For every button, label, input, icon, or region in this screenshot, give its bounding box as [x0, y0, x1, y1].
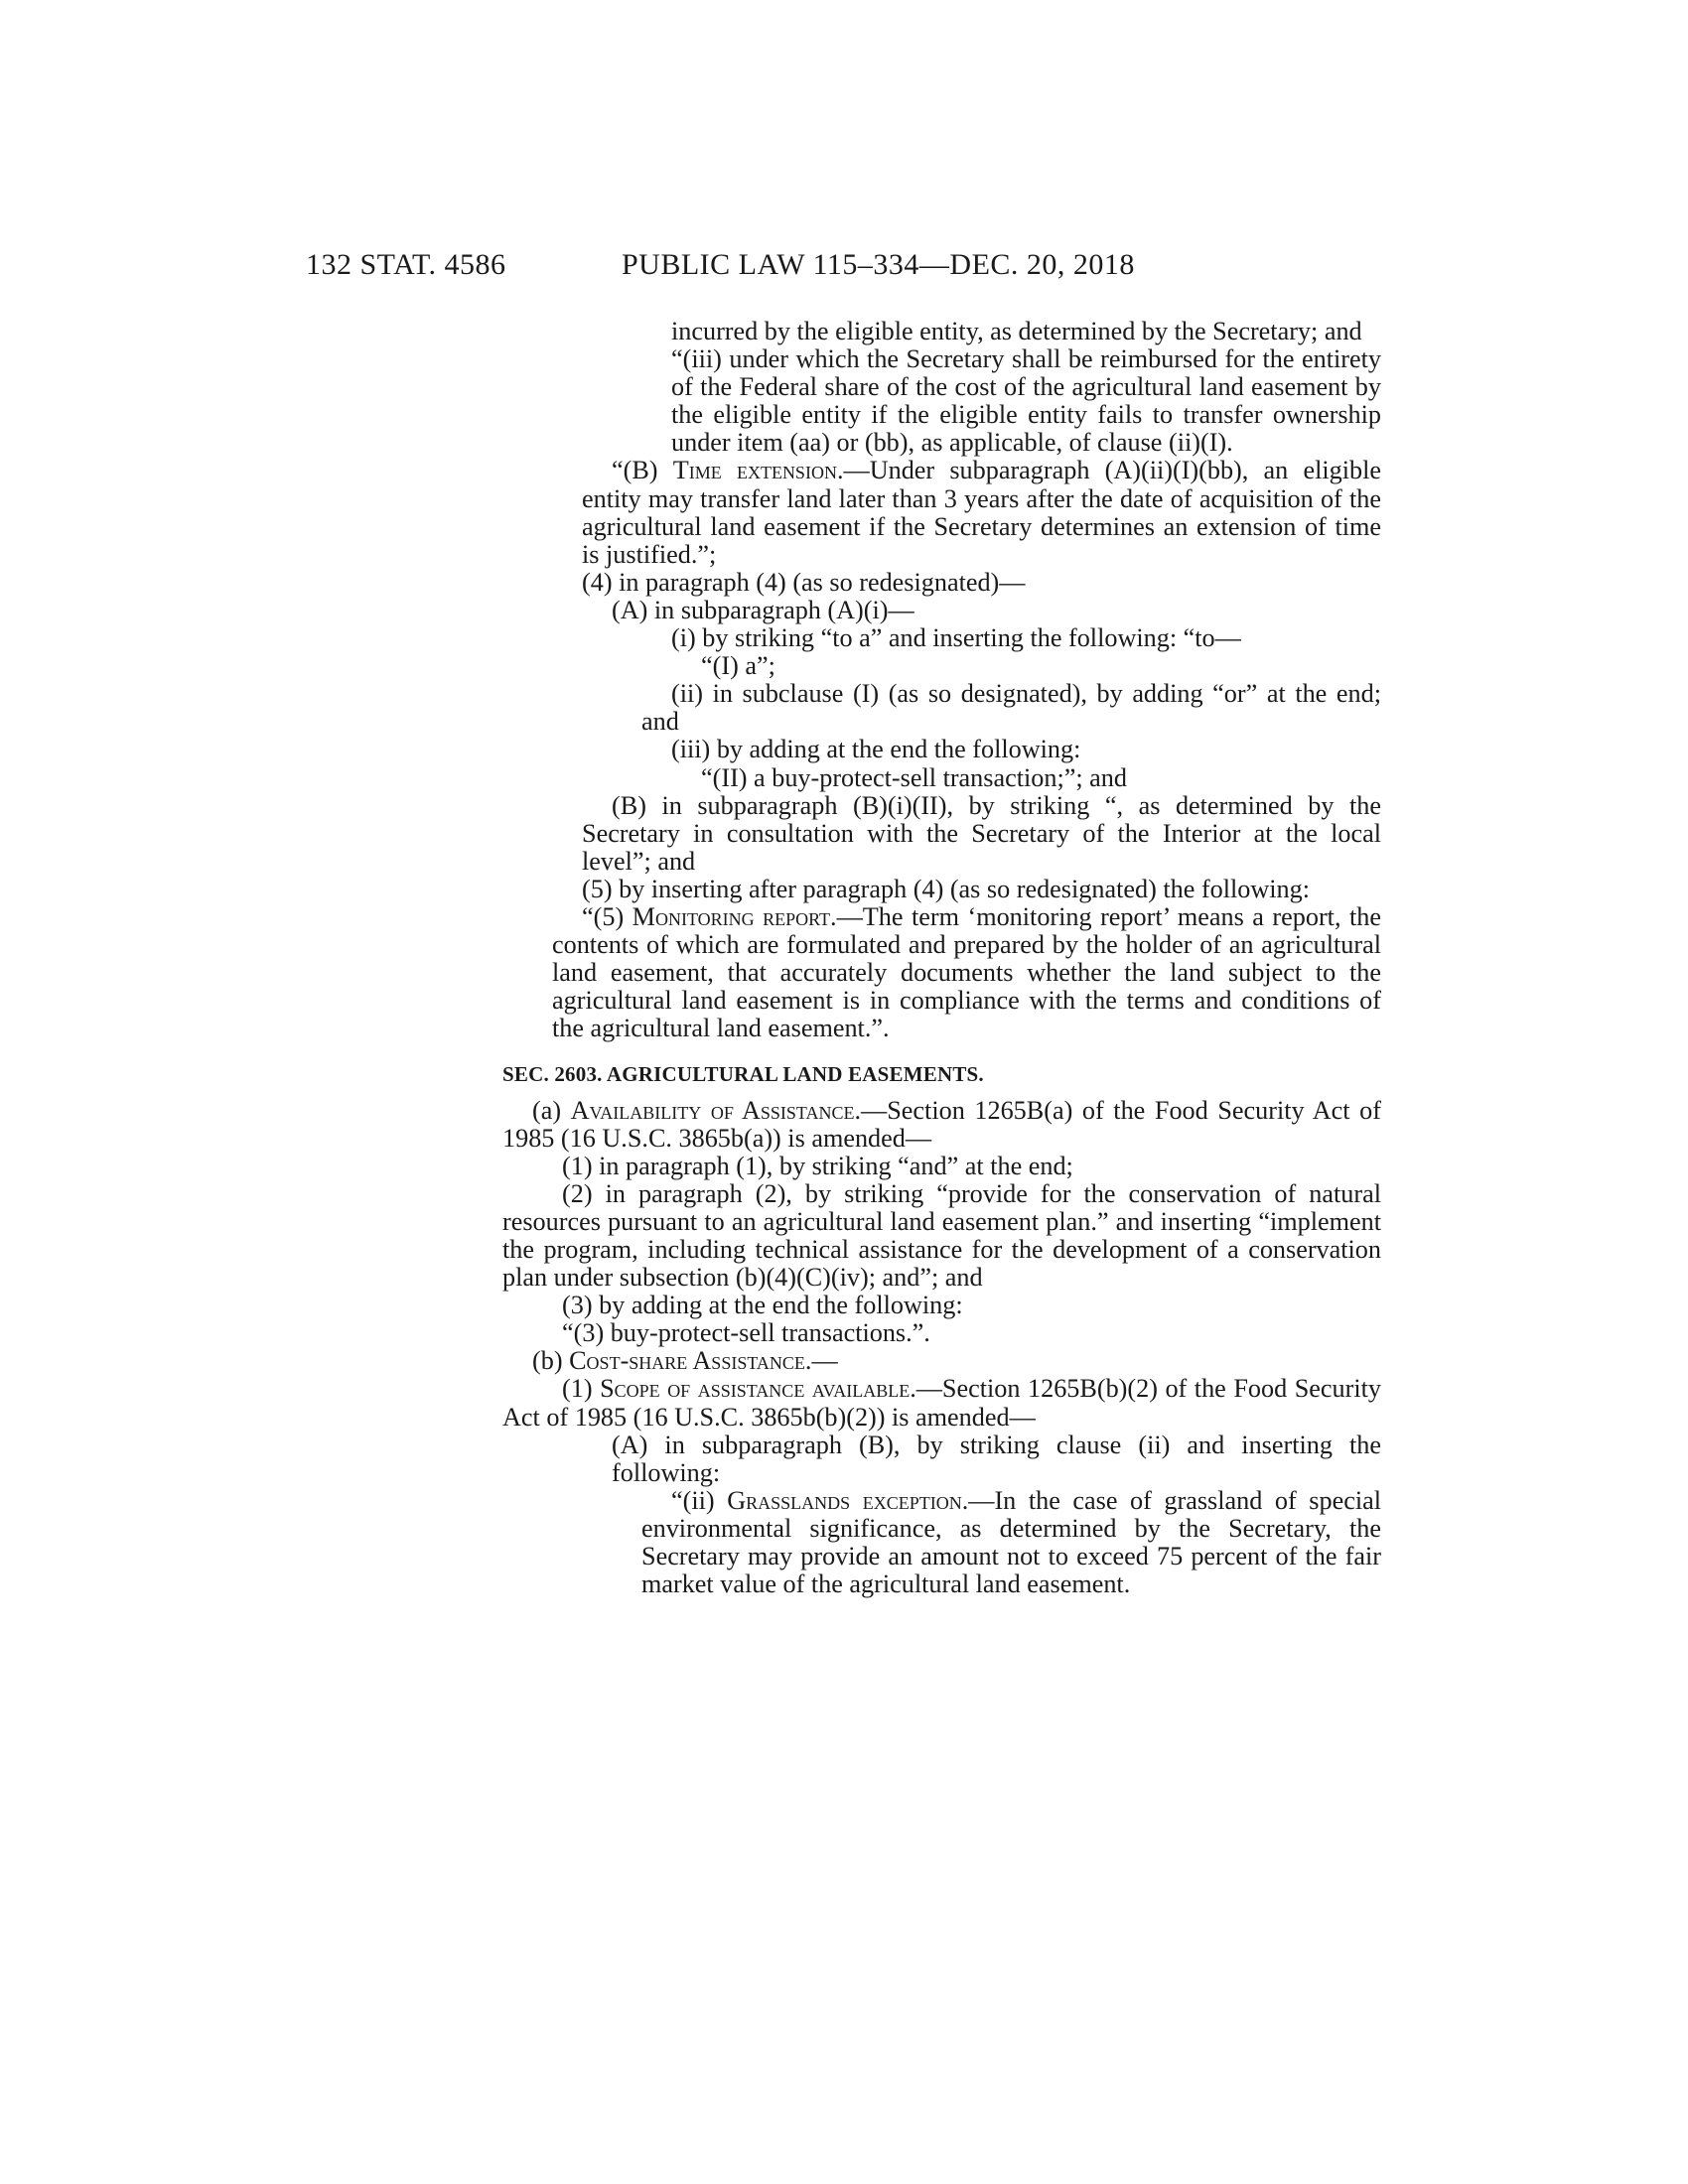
- heading-availability-of-assistance: Availability of Assistance: [570, 1095, 855, 1125]
- section-heading: SEC. 2603. AGRICULTURAL LAND EASEMENTS.: [502, 1062, 984, 1087]
- subsection-b: (b) Cost-share Assistance.—: [532, 1346, 838, 1376]
- buy-protect-sell-transactions: “(3) buy-protect-sell transactions.”.: [562, 1318, 930, 1348]
- paragraph-4: (4) in paragraph (4) (as so redesignated)—: [582, 567, 1026, 597]
- heading-monitoring-report: Monitoring report: [632, 901, 831, 931]
- subsection-a-paragraph-1: (1) in paragraph (1), by striking “and” at the end;: [562, 1151, 1073, 1180]
- paragraph-continuation: incurred by the eligible entity, as determined by the Secretary; and: [671, 317, 1362, 345]
- subsection-a-paragraph-2: (2) in paragraph (2), by striking “provide for the conservation of natural resources pursuant to an agricultural land easement plan.” and inserting “implement the program, including technical assistance for the development of a conservation plan under subsection (b)(4)(C)(iv); and”; and: [502, 1178, 1381, 1293]
- subparagraph-b-time-extension: “(B) Time extension.—Under subparagraph (A)(ii)(I)(bb), an eligible entity may transfer land later than 3 years after the date of acquisition of the agricultural land easement if the Secretary determines an extension of time is justified.”;: [582, 456, 1381, 569]
- clause-iii: “(iii) under which the Secretary shall be reimbursed for the entirety of the Federal share of the cost of the agricultural land easement by the eligible entity if the eligible entity fails to transfer ownership under item (aa) or (bb), as applicable, of clause (ii)(I).: [671, 344, 1381, 458]
- clause-ii: (ii) in subclause (I) (as so designated), by adding “or” at the end; and: [641, 679, 1381, 737]
- grasslands-exception: “(ii) Grasslands exception.—In the case of grassland of special environmental significance, as determined by the Secretary, the Secretary may provide an amount not to exceed 75 percent of the fair market value of the agricultural land easement.: [641, 1485, 1382, 1599]
- subclause-ii-buy-protect-sell: “(II) a buy-protect-sell transaction;”; and: [701, 762, 1127, 792]
- subparagraph-b: (B) in subparagraph (B)(i)(II), by striking “, as determined by the Secretary in consultation with the Secretary of the Interior at the local level”; and: [582, 790, 1381, 876]
- paragraph-5: (5) by inserting after paragraph (4) (as so redesignated) the following:: [582, 874, 1310, 903]
- subsection-a-paragraph-3: (3) by adding at the end the following:: [562, 1291, 963, 1320]
- heading-cost-share-assistance: Cost-share Assistance: [569, 1346, 805, 1376]
- public-law-title: PUBLIC LAW 115–334—DEC. 20, 2018: [622, 248, 1135, 281]
- subsection-b-subparagraph-a: (A) in subparagraph (B), by striking clause (ii) and inserting the following:: [612, 1430, 1381, 1487]
- page-header: [0, 248, 1688, 288]
- statute-page-number: 132 STAT. 4586: [306, 248, 506, 281]
- subclause-i-a: “(I) a”;: [701, 651, 775, 681]
- heading-grasslands-exception: Grasslands exception: [727, 1485, 962, 1515]
- subsection-a: (a) Availability of Assistance.—Section 1265B(a) of the Food Security Act of 1985 (16 U.S.C. 3865b(a)) is amended—: [502, 1095, 1381, 1153]
- subparagraph-a: (A) in subparagraph (A)(i)—: [612, 595, 914, 624]
- monitoring-report-definition: “(5) Monitoring report.—The term ‘monitoring report’ means a report, the contents of which are formulated and prepared by the holder of an agricultural land easement, that accurately documents whether the land subject to the agricultural land easement is in compliance with the terms and conditions of the agricultural land easement.”.: [552, 901, 1381, 1043]
- clause-iii-adding: (iii) by adding at the end the following:: [671, 735, 1081, 764]
- document-body: [502, 318, 1381, 1598]
- heading-scope-of-assistance: Scope of assistance available: [600, 1374, 911, 1404]
- subsection-b-paragraph-1: (1) Scope of assistance available.—Section 1265B(b)(2) of the Food Security Act of 1985 (16 U.S.C. 3865b(b)(2)) is amended—: [502, 1374, 1381, 1432]
- heading-time-extension: Time extension: [672, 456, 837, 485]
- clause-i: (i) by striking “to a” and inserting the following: “to—: [671, 623, 1241, 653]
